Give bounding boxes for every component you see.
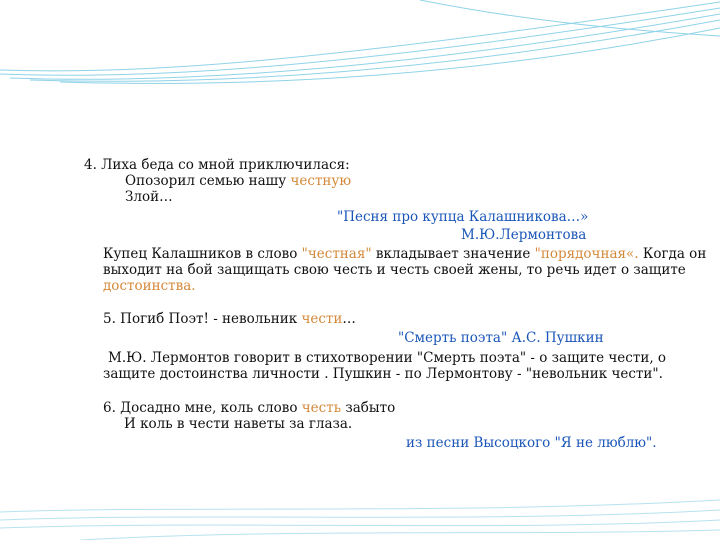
word-poryadochnaya-highlight: "порядочная«. xyxy=(534,246,639,262)
section-4-line-2 xyxy=(125,173,351,189)
paragraph-kalashnikov-line-1 xyxy=(103,246,706,262)
credit-lermontov: М.Ю.Лермонтова xyxy=(461,227,587,243)
section-6-text-end: забыто xyxy=(341,400,396,416)
word-chest-highlight: честь xyxy=(301,400,342,416)
word-chestnaya-highlight: "честная" xyxy=(301,246,372,262)
section-6-line-1 xyxy=(103,400,395,416)
section-4-line-2-text: Опозорил семью нашу xyxy=(125,173,291,189)
para-text: Купец Калашников в слово xyxy=(103,246,302,262)
word-chesti-highlight: чести xyxy=(301,311,343,327)
para-text: Когда он xyxy=(638,246,707,262)
section-5-line-1 xyxy=(103,311,356,327)
section-4-line-3: Злой… xyxy=(125,189,173,205)
word-chestnuyu-highlight: честную xyxy=(290,173,352,189)
section-4-line-1: 4. Лиха беда со мной приключилася: xyxy=(84,157,350,173)
credit-vysotsky: из песни Высоцкого "Я не люблю". xyxy=(406,435,657,451)
credit-song-title: "Песня про купца Калашникова…» xyxy=(337,209,589,225)
paragraph-kalashnikov-line-2: выходит на бой защищать свою честь и честь своей жены, то речь идет о защите xyxy=(103,262,686,278)
word-dostoinstva-highlight: достоинства. xyxy=(103,278,196,294)
para-text: вкладывает значение xyxy=(371,246,535,262)
section-6-line-2: И коль в чести наветы за глаза. xyxy=(124,416,353,432)
section-5-ellipsis: … xyxy=(342,311,356,327)
credit-smert-poeta: "Смерть поэта" А.С. Пушкин xyxy=(398,330,604,346)
paragraph-lermontov-line-1: М.Ю. Лермонтов говорит в стихотворении "Смерть поэта" - о защите чести, о xyxy=(108,350,667,366)
section-6-text: 6. Досадно мне, коль слово xyxy=(103,400,302,416)
paragraph-lermontov-line-2: защите достоинства личности . Пушкин - по Лермонтову - "невольник чести". xyxy=(103,366,663,382)
section-5-text: 5. Погиб Поэт! - невольник xyxy=(103,311,302,327)
